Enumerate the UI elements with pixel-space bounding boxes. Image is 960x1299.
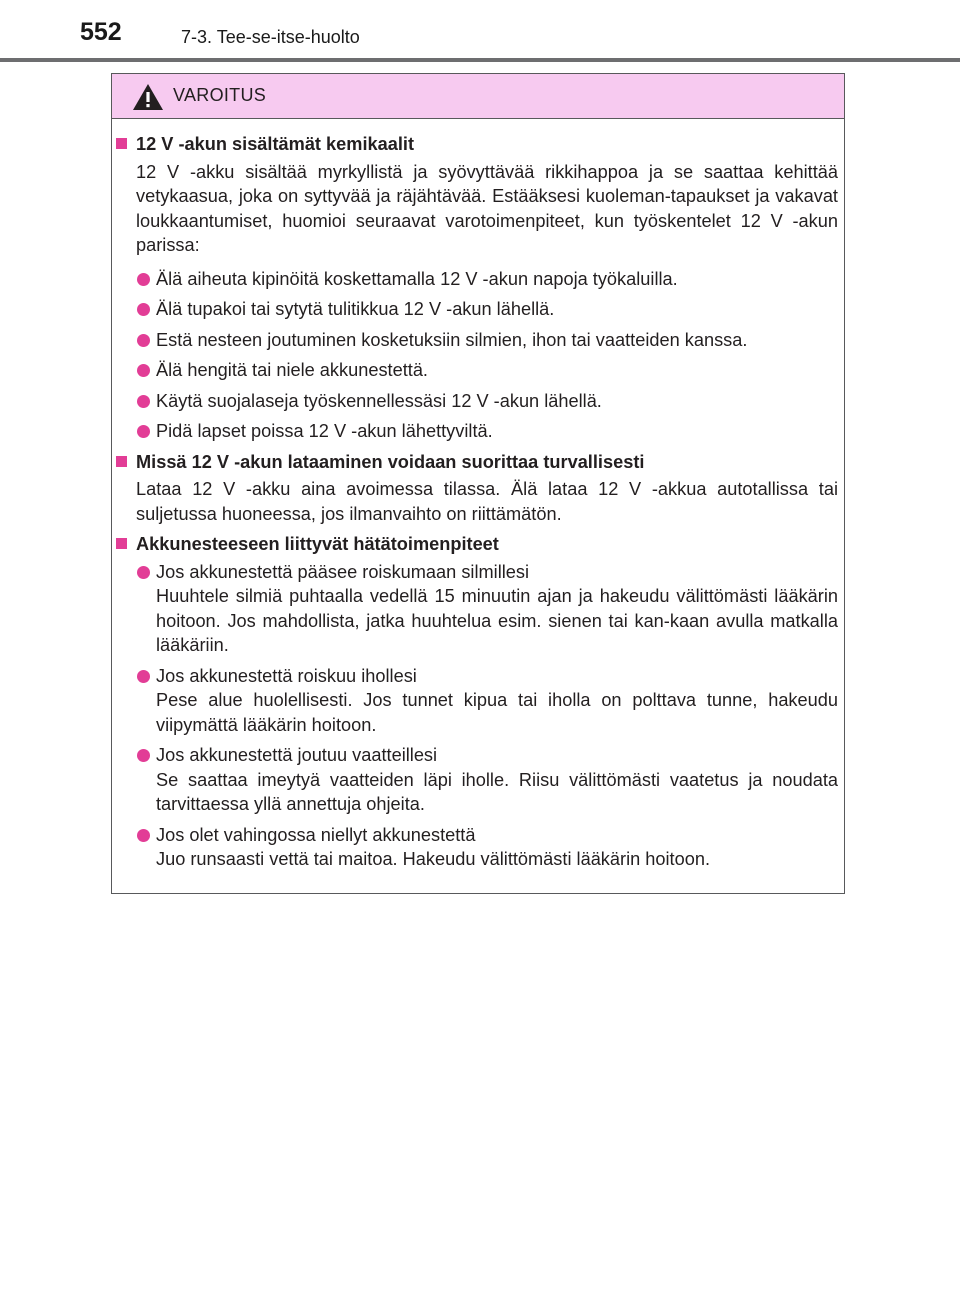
item-title: Jos olet vahingossa niellyt akkunestettä: [156, 824, 476, 845]
section-heading: [112, 450, 846, 475]
round-bullet-icon: [137, 425, 150, 438]
item-text: Juo runsaasti vettä tai maitoa. Hakeudu välittömästi lääkärin hoitoon.: [156, 849, 711, 869]
bullet-text: Älä aiheuta kipinöitä koskettamalla 12 V -akun napoja työkaluilla.: [156, 268, 678, 289]
round-bullet-icon: [137, 829, 150, 842]
round-bullet-icon: [137, 334, 150, 347]
list-item: [112, 823, 838, 872]
round-bullet-icon: [137, 303, 150, 316]
heading-text: Missä 12 V -akun lataaminen voidaan suorittaa turvallisesti: [136, 451, 645, 472]
warning-triangle-icon: [132, 83, 164, 111]
list-item: [112, 358, 838, 383]
item-text: Se saattaa imeytyä vaatteiden läpi iholle. Riisu välittömästi vaatetus ja noudata tarvittaessa yllä annettuja ohjeita.: [156, 769, 838, 814]
header-rule: [0, 58, 960, 62]
paragraph: Lataa 12 V -akku aina avoimessa tilassa. Älä lataa 12 V -akkua autotallissa tai suljetussa huoneessa, jos ilmanvaihto on riittämätön.: [136, 479, 838, 524]
paragraph: 12 V -akku sisältää myrkyllistä ja syövyttävää rikkihappoa ja se saattaa kehittää vetykaasua, joka on syttyvää ja räjähtävää. Estääksesi kuoleman-tapaukset ja vakavat loukkaantumiset, huomioi seuraavat varotoimenpiteet, kun työskentelet 12 V -akun parissa:: [136, 161, 838, 255]
heading-text: Akkunesteeseen liittyvät hätätoimenpiteet: [136, 534, 499, 554]
item-text: Pese alue huolellisesti. Jos tunnet kipua tai iholla on polttava tunne, hakeudu viipymättä lääkärin hoitoon.: [156, 690, 838, 735]
bullet-text: Älä tupakoi tai sytytä tulitikkua 12 V -akun lähellä.: [156, 299, 555, 319]
list-item: [112, 389, 838, 414]
bullet-text: Älä hengitä tai niele akkunestettä.: [156, 360, 428, 380]
warning-box: [111, 73, 845, 894]
heading-text: 12 V -akun sisältämät kemikaalit: [136, 134, 415, 154]
round-bullet-icon: [137, 749, 150, 762]
square-bullet-icon: [116, 456, 127, 467]
bullet-text: Estä nesteen joutuminen kosketuksiin silmien, ihon tai vaatteiden kanssa.: [156, 329, 748, 350]
item-title: Jos akkunestettä pääsee roiskumaan silmillesi: [156, 561, 530, 582]
section-heading: [112, 132, 846, 157]
list-item: [112, 560, 838, 658]
round-bullet-icon: [137, 566, 150, 579]
round-bullet-icon: [137, 670, 150, 683]
round-bullet-icon: [137, 364, 150, 377]
item-text: Huuhtele silmiä puhtaalla vedellä 15 minuutin ajan ja hakeudu välittömästi lääkärin hoitoon. Jos mahdollista, jatka huuhtelua esim. sienen tai kan-kaan avulla matkalla lääkäriin.: [156, 586, 838, 655]
section-heading: [112, 532, 846, 557]
list-item: [112, 743, 838, 817]
list-item: [112, 328, 838, 353]
square-bullet-icon: [116, 538, 127, 549]
warning-label: VAROITUS: [173, 85, 267, 105]
round-bullet-icon: [137, 395, 150, 408]
bullet-text: Pidä lapset poissa 12 V -akun lähettyviltä.: [156, 421, 493, 441]
item-title: Jos akkunestettä roiskuu ihollesi: [156, 665, 417, 686]
warning-content: [112, 132, 846, 872]
warning-header: [112, 74, 844, 119]
item-title: Jos akkunestettä joutuu vaatteillesi: [156, 745, 438, 765]
list-item: [112, 267, 838, 292]
section-title: 7-3. Tee-se-itse-huolto: [181, 27, 360, 47]
page-number: 552: [80, 18, 122, 46]
list-item: [112, 297, 838, 322]
round-bullet-icon: [137, 273, 150, 286]
list-item: [112, 664, 838, 738]
list-item: [112, 419, 838, 444]
bullet-text: Käytä suojalaseja työskennellessäsi 12 V -akun lähellä.: [156, 390, 602, 411]
square-bullet-icon: [116, 138, 127, 149]
